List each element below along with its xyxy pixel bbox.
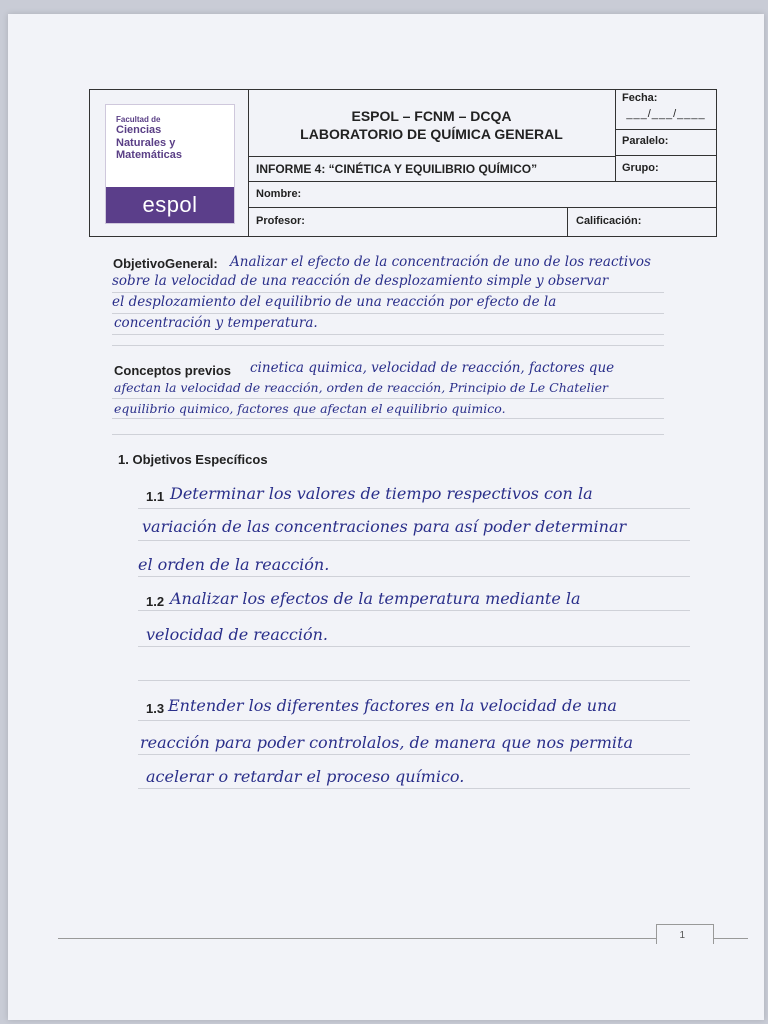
- header-title-line-1: ESPOL – FCNM – DCQA: [351, 108, 512, 124]
- ruled-line: [112, 313, 664, 314]
- ruled-line: [138, 576, 690, 577]
- espol-logo: [105, 104, 235, 224]
- objetivo-general-line-3: el desplozamiento del equilibrio de una reacción por efecto de la: [112, 294, 557, 310]
- objetivo-general-line-2: sobre la velocidad de una reacción de desplozamiento simple y observar: [112, 273, 609, 289]
- header-title-line-2: LABORATORIO DE QUÍMICA GENERAL: [300, 126, 563, 142]
- grupo-label: Grupo:: [622, 162, 659, 174]
- footer-rule: [58, 938, 656, 939]
- report-header-table: [89, 89, 717, 237]
- ruled-line: [138, 646, 690, 647]
- ruled-line: [112, 345, 664, 346]
- conceptos-previos-line-3: equilibrio quimico, factores que afectan el equilibrio quimico.: [114, 401, 506, 416]
- objetivo-1-1-line-3: el orden de la reacción.: [138, 555, 330, 574]
- objetivo-1-3-line-1: Entender los diferentes factores en la velocidad de una: [168, 696, 617, 715]
- ruled-line: [112, 334, 664, 335]
- informe-title-cell: [248, 156, 616, 182]
- logo-faculty-line-2: Naturales y: [116, 136, 176, 149]
- ruled-line: [138, 720, 690, 721]
- objetivo-1-1-line-2: variación de las concentraciones para así poder determinar: [142, 517, 627, 536]
- ruled-line: [112, 434, 664, 435]
- profesor-cell: [248, 208, 568, 236]
- objetivo-1-2-line-2: velocidad de reacción.: [146, 625, 328, 644]
- calificacion-cell: [568, 208, 716, 236]
- nombre-cell: [248, 182, 716, 208]
- ruled-line: [138, 540, 690, 541]
- objetivo-1-3-line-2: reacción para poder controlalos, de manera que nos permita: [140, 733, 633, 752]
- objetivo-1-1-number: 1.1: [146, 489, 165, 504]
- ruled-line: [112, 418, 664, 419]
- logo-faculty-text: [116, 115, 226, 162]
- ruled-line: [138, 610, 690, 611]
- paralelo-label: Paralelo:: [622, 135, 669, 147]
- conceptos-previos-line-1: cinetica quimica, velocidad de reacción, factores que: [250, 360, 615, 376]
- objetivo-general-line-4: concentración y temperatura.: [114, 315, 318, 331]
- profesor-label: Profesor:: [256, 215, 305, 227]
- objetivo-general-label: ObjetivoGeneral:: [113, 256, 218, 271]
- ruled-line: [138, 508, 690, 509]
- grupo-cell: [616, 156, 716, 182]
- fecha-label: Fecha:: [622, 92, 658, 104]
- objetivo-1-2-number: 1.2: [146, 594, 165, 609]
- logo-cell: [90, 90, 249, 236]
- conceptos-previos-line-2: afectan la velocidad de reacción, orden de reacción, Principio de Le Chatelier: [114, 380, 609, 395]
- title-cell: [248, 90, 616, 156]
- objetivo-general-line-1: Analizar el efecto de la concentración de uno de los reactivos: [230, 254, 651, 270]
- footer-rule: [714, 938, 748, 939]
- fecha-blank: ___/___/____: [626, 108, 706, 120]
- objetivo-1-3-number: 1.3: [146, 701, 165, 716]
- objetivo-1-2-line-1: Analizar los efectos de la temperatura mediante la: [170, 589, 581, 608]
- logo-brand: espol: [106, 187, 234, 223]
- report-title: INFORME 4: “CINÉTICA Y EQUILIBRIO QUÍMICO”: [256, 162, 538, 176]
- calificacion-label: Calificación:: [576, 215, 642, 227]
- objetivos-especificos-title: 1. Objetivos Específicos: [118, 452, 268, 467]
- page-number: 1: [656, 924, 714, 944]
- paralelo-cell: [616, 130, 716, 156]
- objetivo-1-1-line-1: Determinar los valores de tiempo respectivos con la: [170, 484, 593, 503]
- ruled-line: [138, 788, 690, 789]
- logo-faculty-line-3: Matemáticas: [116, 149, 183, 162]
- ruled-line: [138, 754, 690, 755]
- ruled-line: [138, 680, 690, 681]
- logo-faculty-line-1: Ciencias: [116, 124, 162, 137]
- ruled-line: [112, 398, 664, 399]
- objetivo-1-3-line-3: acelerar o retardar el proceso químico.: [146, 767, 465, 786]
- ruled-line: [112, 292, 664, 293]
- fecha-cell: [616, 90, 716, 130]
- conceptos-previos-label: Conceptos previos: [114, 363, 232, 378]
- nombre-label: Nombre:: [256, 188, 302, 200]
- logo-faculty-small: Facultad de: [116, 115, 161, 124]
